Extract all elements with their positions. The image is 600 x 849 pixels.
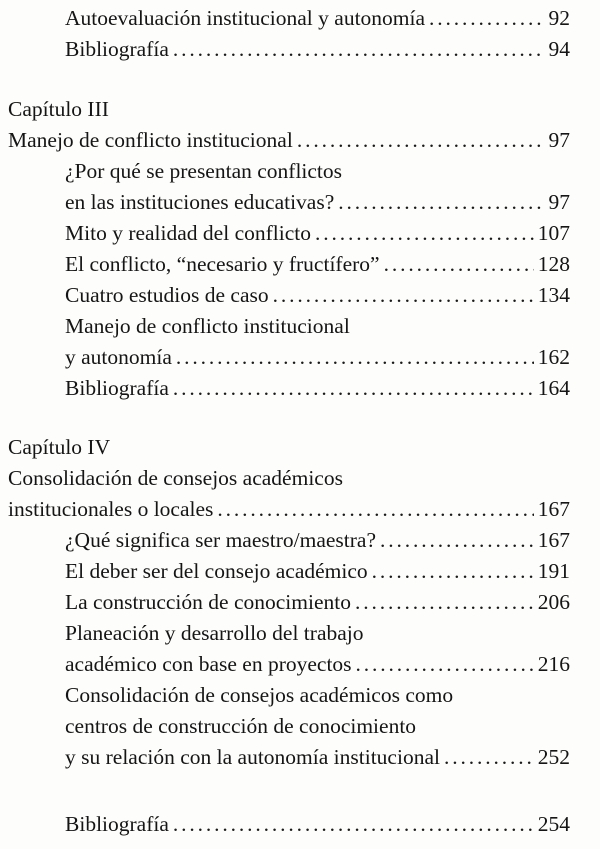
- toc-entry-line: Manejo de conflicto institucional: [65, 314, 350, 338]
- toc-entry-title: Cuatro estudios de caso: [65, 283, 269, 307]
- toc-entry-title: Bibliografía: [65, 37, 169, 61]
- dot-leader: [355, 586, 534, 618]
- toc-entry: [65, 2, 570, 34]
- toc-entry-page: 94: [548, 37, 570, 61]
- toc-entry: [65, 648, 570, 680]
- toc-entry: [65, 279, 570, 311]
- toc-entry: [65, 341, 570, 373]
- toc-entry-line: Consolidación de consejos académicos: [8, 466, 343, 490]
- toc-entry-title: académico con base en proyectos: [65, 652, 352, 676]
- toc-entry: [65, 555, 570, 587]
- dot-leader: [384, 248, 534, 280]
- dot-leader: [173, 808, 534, 840]
- dot-leader: [297, 124, 545, 156]
- dot-leader: [372, 555, 534, 587]
- toc-entry: [8, 124, 570, 156]
- dot-leader: [444, 741, 534, 773]
- dot-leader: [356, 648, 534, 680]
- toc-entry-title: institucionales o locales: [8, 497, 214, 521]
- toc-entry-title: La construcción de conocimiento: [65, 590, 351, 614]
- toc-entry: [65, 217, 570, 249]
- toc-entry-title: en las instituciones educativas?: [65, 190, 335, 214]
- toc-entry-page: 254: [537, 812, 570, 836]
- chapter-heading: Capítulo IV: [8, 435, 111, 459]
- toc-entry: [65, 524, 570, 556]
- toc-entry-title: ¿Qué significa ser maestro/maestra?: [65, 528, 377, 552]
- dot-leader: [315, 217, 534, 249]
- toc-entry-title: Mito y realidad del conflicto: [65, 221, 311, 245]
- dot-leader: [380, 524, 534, 556]
- toc-entry-title: y autonomía: [65, 345, 172, 369]
- toc-entry-page: 107: [537, 221, 570, 245]
- toc-entry-line: centros de construcción de conocimiento: [65, 714, 417, 738]
- dot-leader: [338, 186, 544, 218]
- chapter-heading: Capítulo III: [8, 97, 109, 121]
- toc-entry-title: Autoevaluación institucional y autonomía: [65, 6, 426, 30]
- toc-entry-page: 164: [537, 376, 570, 400]
- toc-entry-page: 252: [537, 745, 570, 769]
- toc-entry-page: 167: [537, 497, 570, 521]
- toc-entry-page: 167: [537, 528, 570, 552]
- toc-entry-page: 162: [537, 345, 570, 369]
- toc-entry: [65, 33, 570, 65]
- toc-entry-title: El deber ser del consejo académico: [65, 559, 368, 583]
- toc-entry-line: Planeación y desarrollo del trabajo: [65, 621, 364, 645]
- toc-entry-line: ¿Por qué se presentan conflictos: [65, 159, 343, 183]
- toc-entry: [65, 741, 570, 773]
- toc-entry-title: y su relación con la autonomía institucional: [65, 745, 440, 769]
- toc-entry-page: 134: [537, 283, 570, 307]
- dot-leader: [176, 341, 534, 373]
- dot-leader: [173, 33, 545, 65]
- toc-entry-page: 191: [537, 559, 570, 583]
- toc-entry-page: 128: [537, 252, 570, 276]
- toc-entry-title: Bibliografía: [65, 376, 169, 400]
- toc-entry: [65, 808, 570, 840]
- toc-entry: [65, 372, 570, 404]
- dot-leader: [217, 493, 533, 525]
- toc-entry-title: Bibliografía: [65, 812, 169, 836]
- toc-entry-line: Consolidación de consejos académicos como: [65, 683, 454, 707]
- toc-entry-page: 216: [537, 652, 570, 676]
- dot-leader: [173, 372, 534, 404]
- toc-entry-title: Manejo de conflicto institucional: [8, 128, 293, 152]
- dot-leader: [429, 2, 544, 34]
- dot-leader: [273, 279, 534, 311]
- toc-entry-page: 97: [548, 190, 570, 214]
- toc-entry: [65, 586, 570, 618]
- toc-entry-page: 206: [537, 590, 570, 614]
- toc-entry-page: 97: [548, 128, 570, 152]
- toc-entry: [8, 493, 570, 525]
- toc-entry-page: 92: [548, 6, 570, 30]
- toc-entry-title: El conflicto, “necesario y fructífero”: [65, 252, 380, 276]
- toc-entry: [65, 248, 570, 280]
- toc-entry: [65, 186, 570, 218]
